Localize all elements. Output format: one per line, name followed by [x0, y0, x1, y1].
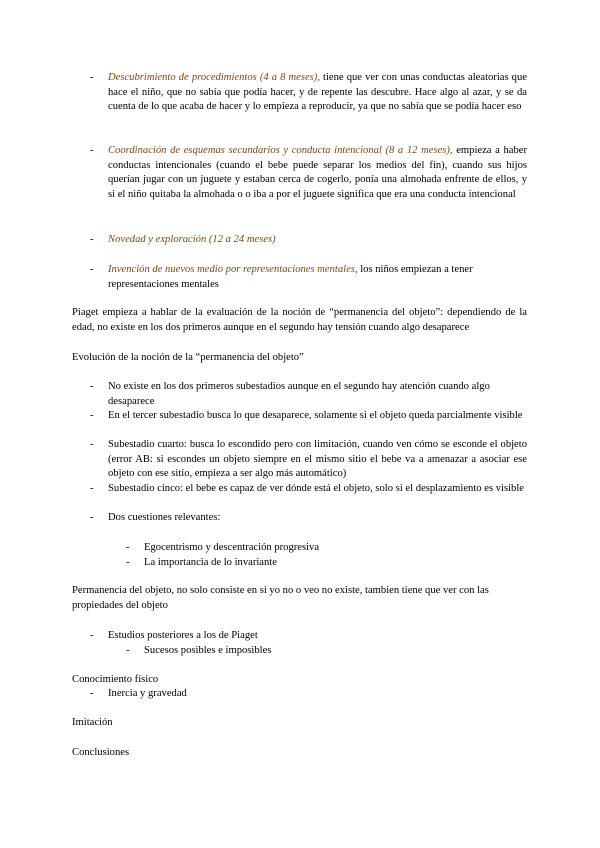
list-dash: - [90, 410, 94, 421]
stage-title: Descubrimiento de procedimientos (4 a 8 meses), [108, 72, 320, 83]
list-dash: - [90, 630, 94, 641]
list-dash: - [90, 264, 94, 275]
list-item [90, 144, 527, 202]
list-item: - Subestadio cinco: el bebe es capaz de ver dónde está el objeto, solo si el desplazamiento es visible [90, 482, 527, 497]
list-dash: - [90, 234, 94, 245]
sub-list-item: - Sucesos posibles e imposibles [126, 644, 527, 659]
list-dash: - [90, 512, 94, 523]
list-dash: - [90, 439, 94, 450]
list-item [90, 233, 527, 248]
list-dash: - [126, 645, 130, 656]
stage-text: tiene que ver con unas conductas aleatorias que hace el niño, que no sabía que podía hacer, y de repente las descubre. Hace algo al azar, y se da cuenta de lo que acaba de hacer y lo empieza a reproducir, ya que no sabía que se podía hacer eso [108, 72, 527, 113]
list-item: - Dos cuestiones relevantes: [90, 511, 527, 526]
imitation-heading: Imitación [72, 717, 113, 728]
sub-list-item: - La importancia de lo invariante [126, 556, 527, 571]
list-item: - En el tercer subestadio busca lo que desaparece, solamente si el objeto queda parcialmente visible [90, 409, 527, 424]
permanence-paragraph: Permanencia del objeto, no solo consiste en si yo no o veo no existe, tambien tiene que ver con las propiedades del objeto [72, 585, 489, 611]
list-item [90, 263, 527, 292]
piaget-paragraph: Piaget empieza a hablar de la evaluación de la noción de “permanencia del objeto”: dependiendo de la edad, no existe en los dos primeros aunque en el segundo hay tensión cuando algo desaparece [72, 307, 527, 333]
list-item: - Inercia y gravedad [90, 687, 527, 702]
list-dash: - [126, 557, 130, 568]
sub-list-item: - Egocentrismo y descentración progresiva [126, 541, 527, 556]
list-item [90, 71, 527, 115]
list-item: - Subestadio cuarto: busca lo escondido pero con limitación, cuando ven cómo se esconde el objeto (error AB: si escondes un objeto siempre en el mismo sitio el bebe va a amenazar a asociar ese objeto con ese sitio, empieza a ser algo más automático) [90, 439, 527, 480]
stage-text: los niños empiezan a tener representaciones mentales [108, 264, 473, 290]
physical-knowledge-heading: Conocimiento físico [72, 674, 159, 685]
list-item: - Estudios posteriores a los de Piaget [90, 629, 527, 644]
list-dash: - [90, 72, 94, 83]
conclusions-heading: Conclusiones [72, 747, 130, 758]
list-dash: - [90, 483, 94, 494]
stage-title: Novedad y exploración (12 a 24 meses) [108, 234, 276, 245]
list-dash: - [90, 688, 94, 699]
stage-title: Coordinación de esquemas secundarios y conducta intencional (8 a 12 meses), [108, 145, 453, 156]
list-dash: - [90, 145, 94, 156]
list-dash: - [126, 542, 130, 553]
list-item: - No existe en los dos primeros subestadios aunque en el segundo hay atención cuando algo desaparece [90, 381, 490, 407]
stage-title: Invención de nuevos medio por representaciones mentales, [108, 264, 358, 275]
stage-text: empieza a haber conductas intencionales (cuando el bebe puede separar los medios del fin), cuando sus hijos querían jugar con un juguete y estaban cerca de cogerlo, ponía una almohada enfrente de ellos, y si el niño quitaba la almohada o o iba a por el juguete significa que era una conducta intencional [108, 145, 527, 200]
evolution-heading: Evolución de la noción de la “permanencia del objeto” [72, 352, 304, 363]
list-dash: - [90, 381, 94, 392]
